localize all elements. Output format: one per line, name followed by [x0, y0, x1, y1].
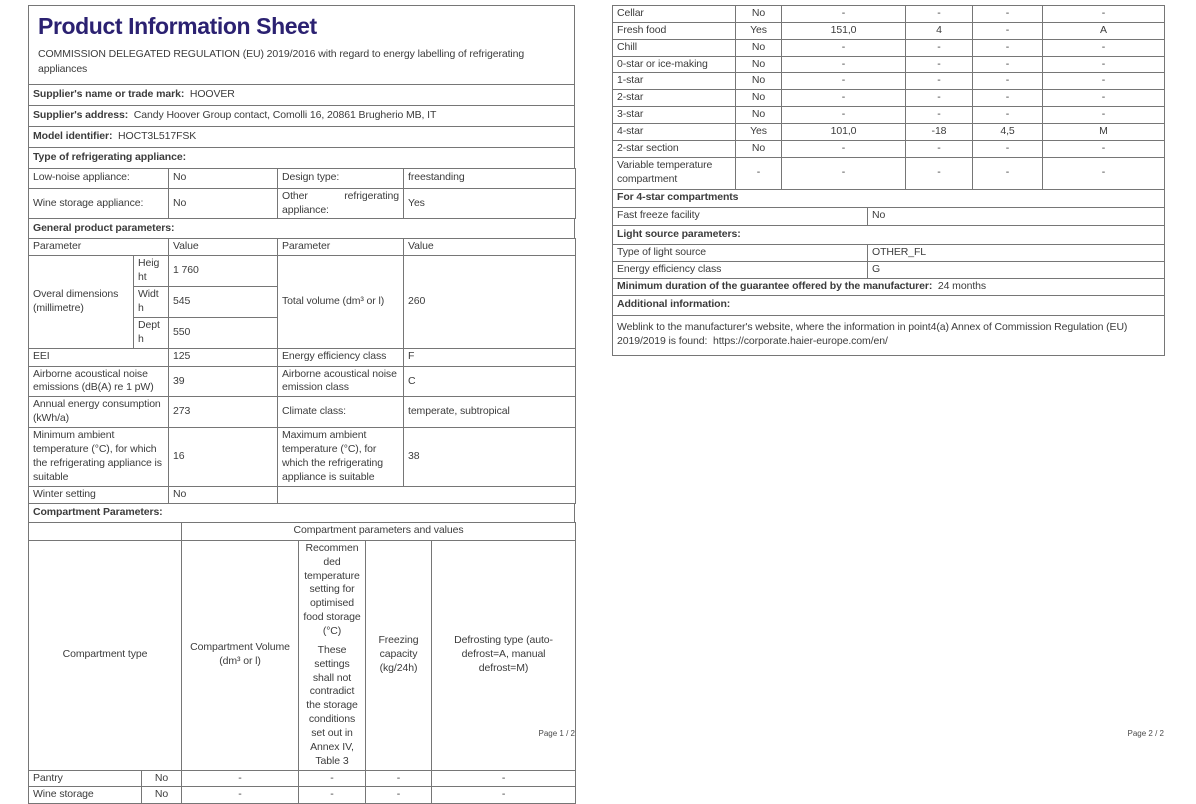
weblink-url[interactable]: https://corporate.haier-europe.com/en/ [713, 335, 888, 348]
cell-value: 273 [169, 397, 278, 428]
table-header-row [29, 239, 576, 256]
general-parameters-table [28, 238, 576, 503]
cell-temp: - [906, 56, 973, 73]
compartment-row [613, 22, 1165, 39]
cell-value: temperate, subtropical [404, 397, 576, 428]
cell-height-value: 1 760 [169, 256, 278, 287]
cell-freezing: - [973, 22, 1043, 39]
supplier-address-label: Supplier's address: [33, 108, 129, 121]
cell-param: EEI [29, 348, 169, 366]
cell-temp: - [906, 6, 973, 23]
cell-present: No [142, 770, 182, 787]
table-row [29, 256, 576, 287]
regulation-subtitle: COMMISSION DELEGATED REGULATION (EU) 2019/2016 with regard to energy labelling of refrigerating appliances [38, 48, 525, 75]
cell-defrost: - [1043, 107, 1165, 124]
cell-name: 3-star [613, 107, 736, 124]
cell-param: Minimum ambient temperature (°C), for which the refrigerating appliance is suitable [29, 428, 169, 487]
cell-param: Maximum ambient temperature (°C), for which the refrigerating appliance is suitable [278, 428, 404, 487]
cell-width-value: 545 [169, 287, 278, 318]
fast-freeze-value: No [868, 207, 1165, 225]
cell-temp: - [906, 73, 973, 90]
cell-name: 0-star or ice-making [613, 56, 736, 73]
cell-name: Variable temperature compartment [613, 157, 736, 189]
compartment-table-continued [612, 5, 1165, 190]
recommended-temp-note: These settings shall not contradict the storage conditions set out in Annex IV, Table 3 [306, 643, 358, 767]
cell-present: No [736, 6, 782, 23]
supplier-address-row [29, 105, 575, 126]
cell-freezing: - [973, 56, 1043, 73]
cell-value: Yes [404, 188, 576, 219]
title-block [29, 6, 575, 85]
cell-empty [29, 522, 182, 540]
cell-param: Other refrigerating appliance: [278, 188, 404, 219]
table-row [613, 244, 1165, 261]
type-section-header: Type of refrigerating appliance: [29, 147, 575, 168]
cell-freezing: 4,5 [973, 124, 1043, 141]
light-section-header: Light source parameters: [613, 225, 1165, 244]
cell-present: No [736, 140, 782, 157]
cell-present: Yes [736, 22, 782, 39]
cell-value: No [169, 168, 278, 188]
compartment-table [28, 522, 576, 804]
table-row [613, 261, 1165, 278]
cell-present: No [736, 107, 782, 124]
table-row [613, 207, 1165, 225]
cell-defrost: A [1043, 22, 1165, 39]
cell-dimensions-label: Overal dimensions (millimetre) [29, 256, 134, 348]
cell-volume: - [782, 73, 906, 90]
cell-freezing: - [973, 107, 1043, 124]
cell-defrost: - [1043, 73, 1165, 90]
cell-total-volume-value: 260 [404, 256, 576, 348]
compartment-row [613, 90, 1165, 107]
compartment-row [613, 73, 1165, 90]
cell-defrost: - [1043, 39, 1165, 56]
general-section-header: General product parameters: [29, 219, 575, 239]
general-section-table [28, 218, 575, 239]
appliance-type-table [28, 168, 576, 220]
cell-freezing: - [366, 787, 432, 804]
cell-present: No [736, 73, 782, 90]
cell-param: Wine storage appliance: [29, 188, 169, 219]
table-row [29, 168, 576, 188]
light-source-type-label: Type of light source [613, 244, 868, 261]
cell-param: Low-noise appliance: [29, 168, 169, 188]
compartment-row [29, 770, 576, 787]
cell-present: Yes [736, 124, 782, 141]
cell-param: Energy efficiency class [278, 348, 404, 366]
col-header-parameter: Parameter [278, 239, 404, 256]
page-title: Product Information Sheet [38, 13, 317, 39]
cell-param: Airborne acoustical noise emission class [278, 366, 404, 397]
supplier-name-row [29, 84, 575, 105]
cell-freezing: - [973, 6, 1043, 23]
col-header-defrosting-type: Defrosting type (auto-defrost=A, manual defrost=M) [432, 540, 576, 770]
cell-name: Pantry [29, 770, 142, 787]
cell-temp: 4 [906, 22, 973, 39]
supplier-name-label: Supplier's name or trade mark: [33, 87, 185, 100]
cell-value: freestanding [404, 168, 576, 188]
cell-param: Climate class: [278, 397, 404, 428]
compartment-section-header: Compartment Parameters: [29, 503, 575, 522]
recommended-temp-text: Recommended temperature setting for optimised food storage (°C) [303, 541, 361, 638]
cell-name: 2-star section [613, 140, 736, 157]
table-row [29, 397, 576, 428]
cell-total-volume-label: Total volume (dm³ or l) [278, 256, 404, 348]
table-row [29, 487, 576, 504]
guarantee-label: Minimum duration of the guarantee offered by the manufacturer: [617, 279, 933, 292]
cell-volume: - [782, 140, 906, 157]
compartment-group-header: Compartment parameters and values [182, 522, 576, 540]
compartment-section-table [28, 503, 575, 523]
cell-freezing: - [973, 73, 1043, 90]
document-page-1 [28, 5, 575, 804]
cell-param: Airborne acoustical noise emissions (dB(A) re 1 pW) [29, 366, 169, 397]
compartment-row [613, 140, 1165, 157]
cell-volume: - [782, 107, 906, 124]
cell-volume: - [182, 770, 299, 787]
col-header-parameter: Parameter [29, 239, 169, 256]
compartment-row [613, 157, 1165, 189]
cell-name: 4-star [613, 124, 736, 141]
cell-temp: - [299, 787, 366, 804]
cell-name: 1-star [613, 73, 736, 90]
compartment-row [613, 39, 1165, 56]
cell-volume: 151,0 [782, 22, 906, 39]
compartment-row [613, 6, 1165, 23]
cell-present: No [142, 787, 182, 804]
cell-value: No [169, 188, 278, 219]
cell-param: Annual energy consumption (kWh/a) [29, 397, 169, 428]
document-page-2 [612, 5, 1164, 356]
cell-defrost: - [432, 787, 576, 804]
cell-value: 39 [169, 366, 278, 397]
cell-empty [278, 487, 576, 504]
cell-present: No [736, 39, 782, 56]
cell-defrost: - [1043, 90, 1165, 107]
cell-freezing: - [973, 39, 1043, 56]
col-header-compartment-type: Compartment type [29, 540, 182, 770]
cell-temp: - [906, 107, 973, 124]
cell-param: Design type: [278, 168, 404, 188]
cell-value: 16 [169, 428, 278, 487]
guarantee-value: 24 months [937, 279, 987, 292]
cell-defrost: - [432, 770, 576, 787]
cell-param: Winter setting [29, 487, 169, 504]
compartment-row [29, 787, 576, 804]
supplier-name-value: HOOVER [189, 87, 235, 100]
cell-temp: - [906, 90, 973, 107]
cell-volume: - [782, 90, 906, 107]
cell-name: Fresh food [613, 22, 736, 39]
light-efficiency-value: G [868, 261, 1165, 278]
model-identifier-value: HOCT3L517FSK [118, 129, 197, 142]
col-header-value: Value [404, 239, 576, 256]
cell-temp: - [299, 770, 366, 787]
cell-name: Chill [613, 39, 736, 56]
weblink-text: Weblink to the manufacturer's website, where the information in point4(a) Annex of Commission Regulation (EU) 2019/2019 is found: [617, 321, 1128, 348]
guarantee-row [613, 278, 1165, 295]
cell-depth-value: 550 [169, 317, 278, 348]
cell-temp: - [906, 39, 973, 56]
cell-volume: - [782, 56, 906, 73]
light-efficiency-label: Energy efficiency class [613, 261, 868, 278]
cell-volume: - [782, 39, 906, 56]
cell-value: 125 [169, 348, 278, 366]
page-number-2: Page 2 / 2 [1127, 729, 1164, 738]
cell-defrost: - [1043, 56, 1165, 73]
col-header-volume: Compartment Volume (dm³ or l) [182, 540, 299, 770]
model-identifier-label: Model identifier: [33, 129, 113, 142]
cell-temp: - [906, 140, 973, 157]
light-source-type-value: OTHER_FL [868, 244, 1165, 261]
cell-value: C [404, 366, 576, 397]
compartment-row [613, 124, 1165, 141]
compartment-row [613, 56, 1165, 73]
table-row [29, 428, 576, 487]
col-header-value: Value [169, 239, 278, 256]
four-star-section-header: For 4-star compartments [613, 189, 1165, 207]
col-header-freezing-capacity: Freezing capacity (kg/24h) [366, 540, 432, 770]
summary-table [612, 189, 1165, 356]
cell-freezing: - [366, 770, 432, 787]
cell-present: - [736, 157, 782, 189]
cell-defrost: - [1043, 157, 1165, 189]
weblink-row [613, 315, 1165, 355]
table-row [29, 188, 576, 219]
cell-value: F [404, 348, 576, 366]
cell-name: Wine storage [29, 787, 142, 804]
cell-present: No [736, 56, 782, 73]
cell-defrost: - [1043, 140, 1165, 157]
header-table [28, 5, 575, 169]
table-row [29, 348, 576, 366]
cell-volume: - [782, 157, 906, 189]
cell-freezing: - [973, 90, 1043, 107]
fast-freeze-label: Fast freeze facility [613, 207, 868, 225]
cell-width-label: Width [134, 287, 169, 318]
cell-freezing: - [973, 140, 1043, 157]
cell-volume: - [182, 787, 299, 804]
cell-volume: - [782, 6, 906, 23]
compartment-row [613, 107, 1165, 124]
cell-volume: 101,0 [782, 124, 906, 141]
table-row [29, 366, 576, 397]
additional-info-section-header: Additional information: [613, 295, 1165, 315]
cell-value: 38 [404, 428, 576, 487]
cell-freezing: - [973, 157, 1043, 189]
model-identifier-row [29, 126, 575, 147]
cell-defrost: - [1043, 6, 1165, 23]
table-header-row [29, 522, 576, 540]
cell-height-label: Height [134, 256, 169, 287]
cell-defrost: M [1043, 124, 1165, 141]
cell-name: 2-star [613, 90, 736, 107]
cell-value: No [169, 487, 278, 504]
supplier-address-value: Candy Hoover Group contact, Comolli 16, 20861 Brugherio MB, IT [133, 108, 437, 121]
cell-temp: - [906, 157, 973, 189]
cell-present: No [736, 90, 782, 107]
cell-temp: -18 [906, 124, 973, 141]
cell-depth-label: Depth [134, 317, 169, 348]
cell-name: Cellar [613, 6, 736, 23]
page-number-1: Page 1 / 2 [538, 729, 575, 738]
